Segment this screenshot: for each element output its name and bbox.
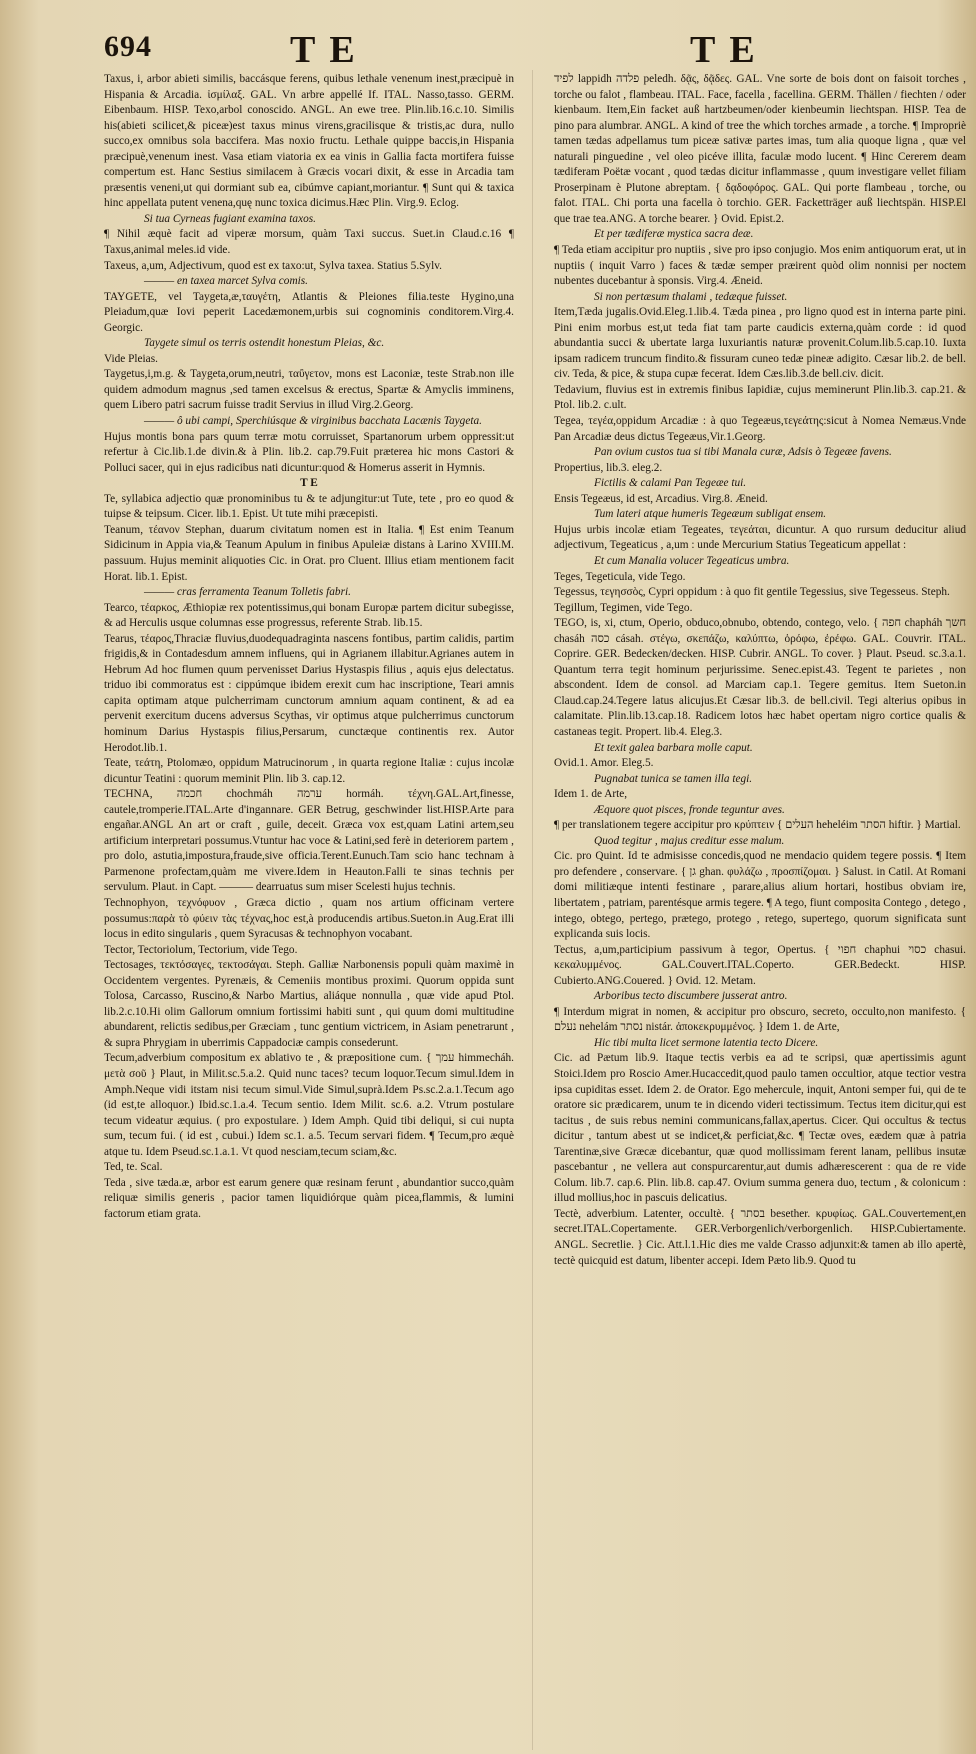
- dictionary-entry: Tearus, τέαρος,Thraciæ fluvius,duodequadraginta nascens fontibus, partim calidis, partim frigidis,& in Contadesdum amnem influens, qui in Agrianem illabitur.Agrianes autem in Hebrum Ad hoc flumen quum pervenisset Darius Hystaspis filius , aquis ejus delectatus. triduo ibi commoratus est : cippúmque ibidem erexit cum hac inscriptione, Teari amnis capita optimam atque pulcherrimam cunctorum amnium aquam continent, & ad ea pervenit exercitum ducens adversus Scythas, vir optimus atque pulcherrimus cunctorum hominum Darius Hystaspis filius,Persarum, cunctæque continentis rex. Autor Herodot.lib.1.: [104, 632, 514, 754]
- verse-quotation: Pan ovium custos tua si tibi Manala curæ, Adsis ò Tegeæe favens.: [594, 446, 892, 459]
- dictionary-entry: TECHNA, חכמה chochmáh ערמה hormáh. τέχνη.GAL.Art,finesse, cautele,tromperie.ITAL.Arte d'ingannare. GER Betrug, geschwinder list.HISP.Arte para engañar.ANGL An art or craft , guile, deceit. Græca vox est,quam Latini artem,seu artificium interpretari possumus.Vtuntur hac voce & Latini,sed ferè in deteriorem partem , pro dolo, astutia,impostura,fraude,sive officia.Terent.Eunuch.Tam scio hanc technam à Parmenone profectam,quàm me vivere.Idem in Heauton.Falli te sinas technis per servulum. Plaut. in Capt. ——— dearruatus sum miser Scelesti hujus technis.: [104, 788, 514, 894]
- dictionary-entry: Taxus, i, arbor abieti similis, baccásque ferens, quibus lethale venenum inest,præcipuè in Hispania & Arcadia. ἱσμίλαξ. GAL. Vn arbre appellé If. ITAL. Nasso,tasso. GERM. Eibenbaum. HISP. Texo,arbol conoscido. ANGL. An ewe tree. Plin.lib.16.c.10. Similis his(abieti scilicet,& piceæ)est taxus minus virens,gracilisque & tristis,ac dura, nullo succo,ex omnibus sola baccifera. Mas noxio fructu. Lethale quippe baccis,in Hispania præcipuè,venenum inest. Vasa etiam viatoria ex ea vinis in Gallia facta mortifera fuisse compertum est. Hanc Sestius similacem à Græcis vocari dixit, & esse in Arcadia tam præsentis veneni,ut qui dormiant sub ea, cibúmve capiant,moriantur. ¶ Sunt qui & taxica hinc appellata putent venena,quę nunc toxica dicimus.Hæc Plin. Virg.9. Eclog.: [104, 73, 514, 210]
- page-number: 694: [104, 30, 152, 63]
- verse-quotation: Et texit galea barbara molle caput.: [594, 741, 753, 754]
- running-head-right: TE: [690, 29, 769, 71]
- dictionary-entry: Vide Pleias.: [104, 352, 158, 365]
- verse-quotation: Æquore quot pisces, fronde teguntur aves.: [594, 803, 785, 816]
- dictionary-entry: Cic. pro Quint. Id te admisisse concedis,quod ne mendacio quidem tegere possis. ¶ Item pro defendere , conservare. { גן ghan. φυλάζω , προσπίζομαι. } Salust. in Catil. At Romani domi militiæque intenti festinare , parare,alius alium hortari, hostibus obviam ire, libertatem , patriam, parentésque armis tegere. ¶ A tego, fiunt composita Contego , detego , intego, obtego, pertego, prætego, protego , retego, supertego, quorum significata sunt explicanda suis locis.: [554, 850, 966, 941]
- verse-quotation: ——— en taxea marcet Sylva comis.: [144, 275, 308, 288]
- dictionary-entry: Tectus, a,um,participium passivum à tegor, Opertus. { חפוי chaphui כסוי chasui. κεκαλυμμένος. GAL.Couvert.ITAL.Coperto. GER.Bedeckt. HISP. Cubierto.ANG.Couered. } Ovid. 12. Metam.: [554, 943, 966, 987]
- page-header: [0, 28, 976, 78]
- dictionary-entry: Ted, te. Scal.: [104, 1161, 163, 1174]
- dictionary-entry: Cic. ad Pætum lib.9. Itaque tectis verbis ea ad te scripsi, quæ apertissimis agunt Stoici.Idem pro Roscio Amer.Hucaccedit,quod paulo tamen occultior, atque tectior vestra ipsa cupiditas esset. Idem 2. de Orator. Ego mehercule, inquit, Antoni semper fui, qui de te oratore sic prædicarem, unum te in dicendo videri tectissimum. Tectus item dicitur,qui est tacitus , de suis rebus nemini communicans,fallax,apertus. Cicer. Qui occultus & tectus dicitur , tantum abest ut se indicet,& perficiat,&c. ¶ Tectæ oves, eædem quæ à patria Tarentinæ,sive Græcæ dicebantur, quæ quod mollissimam ferent lanam, pellibus insutæ pascebantur , ne vellera aut conspurcarentur,aut dumis adhærescerent : qua de re vide Colum. lib.7. cap.6. Plin. lib.8. cap.47. Ovium summa genera duo, tectum , & colonicum : illud mollius,hoc in pascuis delicatius.: [554, 1052, 966, 1205]
- dictionary-entry: ¶ Nihil æquè facit ad viperæ morsum, quàm Taxi succus. Suet.in Claud.c.16 ¶ Taxus,animal meles.id vide.: [104, 228, 514, 257]
- right-column: [554, 72, 966, 1752]
- verse-quotation: Arboribus tecto discumbere jusserat antro.: [594, 990, 788, 1003]
- running-head-left: TE: [290, 29, 369, 71]
- dictionary-entry: ¶ Teda etiam accipitur pro nuptiis , sive pro ipso conjugio. Mos enim antiquorum erat, ut in nuptiis ( inquit Varro ) faces & tædæ semper præirent quòd olim nonnisi per noctem nubentes ducebantur à sponsis. Virg.4. Æneid.: [554, 244, 966, 288]
- dictionary-entry: Ensis Tegeæus, id est, Arcadius. Virg.8. Æneid.: [554, 492, 768, 505]
- dictionary-entry: ¶ Interdum migrat in nomen, & accipitur pro obscuro, secreto, occulto,non manifesto. { נעלם nehelám נסתר nistár. ἀποκεκρυμμένος. } Idem 1. de Arte,: [554, 1005, 966, 1034]
- verse-quotation: Si tua Cyrneas fugiant examina taxos.: [144, 212, 316, 225]
- dictionary-entry: Taygetus,i,m.g. & Taygeta,orum,neutri, ταΰγετον, mons est Laconiæ, teste Strab.non ille quidem admodum magnus ,sed tamen excelsus & erectus, Spartæ & Amyclis imminens, quem Libero patri sacrum fuisse tradit Servius in illud Virg.2.Georg.: [104, 368, 514, 412]
- dictionary-entry: Tearco, τέαρκος, Æthiopiæ rex potentissimus,qui bonam Europæ partem dicitur subegisse, & ad Herculis usque columnas esse progressus, referente Strab. lib.15.: [104, 601, 514, 630]
- dictionary-entry: ¶ per translationem tegere accipitur pro κρύπτειν { העלים heheléim הסתר hiftir. } Martial.: [554, 819, 961, 832]
- dictionary-entry: Ovid.1. Amor. Eleg.5.: [554, 757, 654, 770]
- dictionary-entry: Tecum,adverbium compositum ex ablativo te , & præpositione cum. { עמך himmecháh. μετὰ σοῦ } Plaut, in Milit.sc.5.a.2. Quid nunc taces? tecum loquor.Tecum simul.Idem in Amph.Neque vidi itstam nisi tecum simul.Vide Simul,suprà.Idem Ps.sc.2.a.1.Tecum ago (id est,te alloquor.) Ibid.sc.1.a.4. Tecum sentio. Idem Milit. sc.6. a.2. Vtrum postulare tecum videatur æquius. ( pro expostulare. ) Idem Amph. Quid tibi deliqui, si cui nupta sum, tecum fui. ( id est , cubui.) Idem sc.1. a.5. Tecum servari fidem. ¶ Tecum,pro æquè atque tu. Idem Pseud.sc.1.a.1. Vt quod nesciam,tecum sciam,&c.: [104, 1052, 514, 1158]
- dictionary-entry: Taxeus, a,um, Adjectivum, quod est ex taxo:ut, Sylva taxea. Statius 5.Sylv.: [104, 259, 442, 272]
- verse-quotation: Et cum Manalia volucer Tegeaticus umbra.: [594, 554, 790, 567]
- column-divider: [532, 70, 533, 1750]
- left-column: [104, 72, 514, 1752]
- dictionary-entry: Te, syllabica adjectio quæ pronominibus tu & te adjungitur:ut Tute, tete , pro eo quod & tuipse & teipsum. Cicer. lib.1. Epist. Ut tute mihi præcepisti.: [104, 492, 514, 521]
- dictionary-entry: Tegillum, Tegimen, vide Tego.: [554, 601, 693, 614]
- dictionary-entry: לפיד lappidh פלדה peledh. δᾷς, δᾷδες. GAL. Vne sorte de bois dont on faisoit torches , torche ou falot , flambeau. ITAL. Face, facella , facellina. GERM. Thällen / fiechten / oder kienbaum. Item,Ein facket auß hartzbeumen/oder kienbeumin liechtspan. HISP. Tea de pino para alumbrar. ANGL. A kind of tree the which torches armade , a torche. ¶ Impropriè tamen tædas adpellamus tum piceæ sativæ partes imas, tum alia quoque ligna , quæ vel naturali pinguedine , vel oleo picéve illita, faculæ modo lucent. ¶ Hinc Cererem deam tædiferam Poëtæ vocant , quod tædas dicitur inflammasse , quum investigare vellet filiam Proserpinam è Plutone abreptam. { δᾳδοφόρος. GAL. Qui porte flambeau , torche, ou falot. ITAL. Chi porta una facella ò torchio. GER. Facketträger auß liechtspän. HISP.El que trae tea.ANG. A torche bearer. } Ovid. Epist.2.: [554, 73, 966, 225]
- dictionary-entry: Tector, Tectoriolum, Tectorium, vide Tego.: [104, 943, 298, 956]
- dictionary-entry: Teanum, τέανον Stephan, duarum civitatum nomen est in Italia. ¶ Est enim Teanum Sidicinum in Appia via,& Teanum Apulum in finibus Apuleiæ distans à Larino XVIII.M. passuum. Hujus meminit aliquoties Cic. in Orat. pro Cluent. Illius etiam mentionem facit Horat. lib.1. Epist.: [104, 523, 514, 583]
- verse-quotation: Pugnabat tunica se tamen illa tegi.: [594, 772, 753, 785]
- verse-quotation: ——— cras ferramenta Teanum Tolletis fabri.: [144, 586, 351, 599]
- dictionary-entry: Technophyon, τεχνόφυον , Græca dictio , quam nos artium officinam vertere possumus:παρὰ τὸ φύειν τὰς τέχνας,hoc est,à producendis artibus.Sueton.in Aug.Erat illi locus in edito singularis , quem Syracusas & technophyon vocabant.: [104, 896, 514, 941]
- dictionary-entry: Teate, τεάτη, Ptolomæo, oppidum Matrucinorum , in quarta regione Italiæ : cujus incolæ dicuntur Teatini : quorum meminit Plin. lib 3. cap.12.: [104, 757, 514, 785]
- dictionary-entry: Hujus montis bona pars quum terræ motu corruisset, Spartanorum urbem oppressit:ut refertur à Cic.lib.1.de divin.& à Plin. lib.2. cap.79.Fuit præterea hic mons Castori & Polluci sacer, qui in ejus radicibus nati dicuntur:quod & Homerus asserit in Hymnis.: [104, 430, 514, 474]
- verse-quotation: ——— ô ubi campi, Sperchiúsque & virginibus bacchata Lacænis Taygeta.: [144, 415, 482, 428]
- verse-quotation: Et per tædiferæ mystica sacra deæ.: [594, 228, 754, 241]
- dictionary-entry: Item,Tæda jugalis.Ovid.Eleg.1.lib.4. Tæda pinea , pro ligno quod est in interna parte pini. Pini enim morbus est,ut teda fiat tam parte caudicis externa,quàm corde : id quod abundantia succi & ubertate larga luxuriantis naturæ provenit.Colum.lib.5.cap.10. Iuxta ipsam radicem truncum findito.& fissuram cuneo tedæ pineæ adigito. Cæsar lib.2. de bell. civ. Teda, & pice, & stupa cupæ fecerat. Idem Cæs.lib.3.de bell.civ. dicit.: [554, 306, 966, 381]
- verse-quotation: Hic tibi multa licet sermone latentia tecto Dicere.: [594, 1036, 819, 1049]
- dictionary-entry: TEGO, is, xi, ctum, Operio, obduco,obnubo, obtendo, contego, velo. { חפה chapháh חשך chasáh כסה cásah. στέγω, σκεπάζω, καλύπτω, ὀρόφω, ἐρέφω. GAL. Couvrir. ITAL. Coprire. GER. Bedecken/decken. HISP. Cubrir. ANGL. To cover. } Plaut. Pseud. sc.3.a.1. Quantum terra tegit hominum perjurissime. Senec.epist.43. Tegent te parietes , non abscondent. Idem de consol. ad Marciam cap.1. Tegere gemitus. Item Sueton.in Claud.cap.24.Tegere latus alicujus.Et Cæsar lib.3. de bell.civil. Tegi alterius opibus in calamitate. Plin.lib.13.cap.18. Radicem lotos hæc habet opertam nigro cortice qualis & castaneas tegit. Propert. lib.4. Eleg.3.: [554, 617, 966, 738]
- dictionary-entry: Propertius, lib.3. eleg.2.: [554, 461, 663, 474]
- dictionary-entry: TAYGETE, vel Taygeta,æ,ταυγέτη, Atlantis & Pleiones filia.teste Hygino,una Pleiadum,quæ Iovi peperit Lacedæmonem,urbis sui cognominis conditorem.Virg.4. Georgic.: [104, 290, 514, 334]
- dictionary-entry: Tegessus, τεγησσὸς, Cypri oppidum : à quo fit gentile Tegessius, sive Tegesseus. Steph.: [554, 586, 950, 599]
- verse-quotation: Si non pertæsum thalami , tedæque fuisset.: [594, 290, 788, 303]
- dictionary-entry: Tectosages, τεκτόσαγες, τεκτοσάγαι. Steph. Galliæ Narbonensis populi quàm maximè in Occidentem vergentes. Pyrenæis, & Cemeniis montibus proximi. Quorum oppida sunt Tolosa, Carcasso, Ruscino,& Narbo Martius, aliáque nonnulla , quæ vide apud Ptol. lib.2.c.10.Hi olim Gallorum omnium fortissimi habiti sunt , qui quum domi multitudine abundarent, relictis sedibus,per Græciam , tunc gentium victricem, in Asiam penetrarunt , & supra Phrygiam in uberrimis Cappadociæ campis consederunt.: [104, 959, 514, 1049]
- dictionary-entry: Tedavium, fluvius est in extremis finibus Iapidiæ, cujus meminerunt Plin.lib.3. cap.21. & Ptol. lib.2. c.ult.: [554, 383, 966, 412]
- dictionary-entry: Teges, Tegeticula, vide Tego.: [554, 570, 686, 583]
- dictionary-entry: Idem 1. de Arte,: [554, 788, 628, 801]
- dictionary-entry: Tectè, adverbium. Latenter, occultè. { בסתר besether. κρυφίως. GAL.Couvertement,en secret.ITAL.Copertamente. GER.Verborgenlich/verborgenlich. HISP.Cubiertamente. ANGL. Secretlie. } Cic. Att.l.1.Hic dies me valde Crasso adjunxit:& tamen ab illo apertè, tectè quicquid est datum, libenter accepi. Idem Pæto lib.9. Quod tu: [554, 1207, 966, 1267]
- verse-quotation: Fictilis & calami Pan Tegeæe tui.: [594, 477, 747, 490]
- dictionary-entry: Teda , sive tæda.æ, arbor est earum genere quæ resinam ferunt , abundantior succo,quàm reliquæ similis generis , pacior tamen liquidiórque quàm picea,flammis, & lumini factorum etiam grata.: [104, 1176, 514, 1220]
- section-heading: T E: [300, 477, 318, 490]
- dictionary-entry: Tegea, τεγέα,oppidum Arcadiæ : à quo Tegeæus,τεγεάτης:sicut à Nomea Nemæus.Vnde Pan Arcadiæ deus dictus Tegeæus,Vir.1.Georg.: [554, 415, 966, 443]
- verse-quotation: Quod tegitur , majus creditur esse malum.: [594, 834, 785, 847]
- dictionary-entry: Hujus urbis incolæ etiam Tegeates, τεγεάται, dicuntur. A quo rursum deducitur aliud adjectivum, Tegeaticus , a,um : unde Mercurium Statius Tegeaticum appellat :: [554, 523, 966, 552]
- verse-quotation: Tum lateri atque humeris Tegeæum subligat ensem.: [594, 508, 827, 521]
- verse-quotation: Taygete simul os terris ostendit honestum Pleias, &c.: [144, 337, 385, 350]
